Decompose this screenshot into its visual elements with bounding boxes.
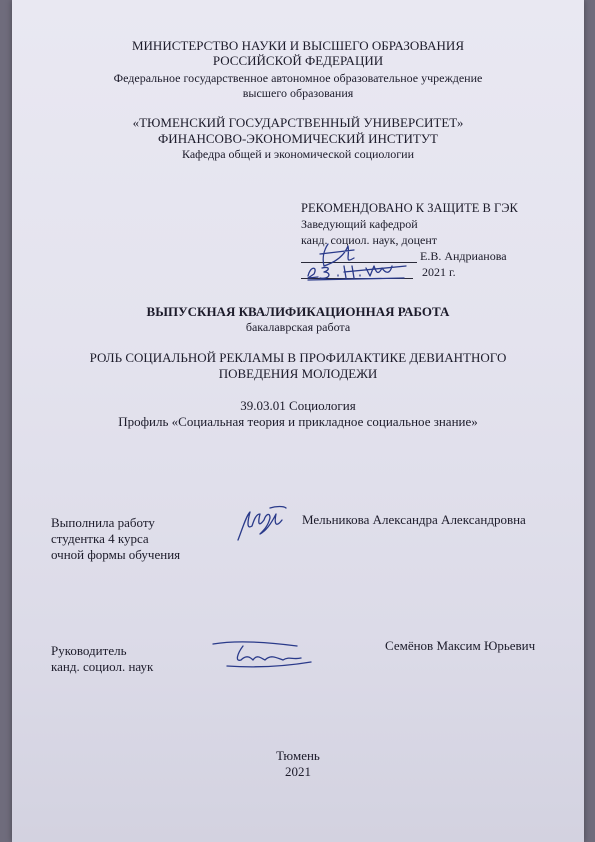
- document-page: [12, 0, 584, 842]
- ministry-line-1: МИНИСТЕРСТВО НАУКИ И ВЫСШЕГО ОБРАЗОВАНИЯ: [131, 38, 464, 53]
- supervisor-label-line-1: Руководитель: [51, 643, 127, 658]
- work-type: ВЫПУСКНАЯ КВАЛИФИКАЦИОННАЯ РАБОТА: [146, 304, 450, 319]
- institute-name: ФИНАНСОВО-ЭКОНОМИЧЕСКИЙ ИНСТИТУТ: [158, 131, 438, 146]
- department-name: Кафедра общей и экономической социологии: [181, 147, 415, 161]
- profile-name: Профиль «Социальная теория и прикладное социальное знание»: [118, 414, 478, 429]
- university-name: «ТЮМЕНСКИЙ ГОСУДАРСТВЕННЫЙ УНИВЕРСИТЕТ»: [132, 115, 464, 130]
- approval-position: Заведующий кафедрой: [301, 217, 418, 231]
- institution-type-line-2: высшего образования: [242, 86, 354, 100]
- approval-heading: РЕКОМЕНДОВАНО К ЗАЩИТЕ В ГЭК: [301, 201, 518, 215]
- approval-name: Е.В. Андрианова: [420, 249, 507, 263]
- student-signature: [224, 500, 304, 552]
- city: Тюмень: [276, 748, 320, 763]
- student-label-line-1: Выполнила работу: [51, 515, 155, 530]
- approval-year: 2021 г.: [422, 265, 456, 279]
- supervisor-name: Семёнов Максим Юрьевич: [385, 638, 536, 653]
- work-title-line-1: РОЛЬ СОЦИАЛЬНОЙ РЕКЛАМЫ В ПРОФИЛАКТИКЕ ДЕВИАНТНОГО: [89, 350, 507, 365]
- handwritten-date: [304, 260, 414, 282]
- work-title-line-2: ПОВЕДЕНИЯ МОЛОДЕЖИ: [218, 366, 378, 381]
- year: 2021: [285, 764, 311, 779]
- specialty-code: 39.03.01 Социология: [240, 398, 356, 413]
- supervisor-label-line-2: канд. социол. наук: [51, 659, 154, 674]
- student-label-line-3: очной формы обучения: [51, 547, 181, 562]
- student-name: Мельникова Александра Александровна: [302, 512, 526, 527]
- work-subtype: бакалаврская работа: [245, 320, 351, 334]
- ministry-line-2: РОССИЙСКОЙ ФЕДЕРАЦИИ: [212, 53, 384, 68]
- approval-degree: канд. социол. наук, доцент: [301, 233, 437, 247]
- supervisor-signature: [207, 636, 317, 672]
- student-label-line-2: студентка 4 курса: [51, 531, 149, 546]
- institution-type-line-1: Федеральное государственное автономное образовательное учреждение: [113, 71, 483, 85]
